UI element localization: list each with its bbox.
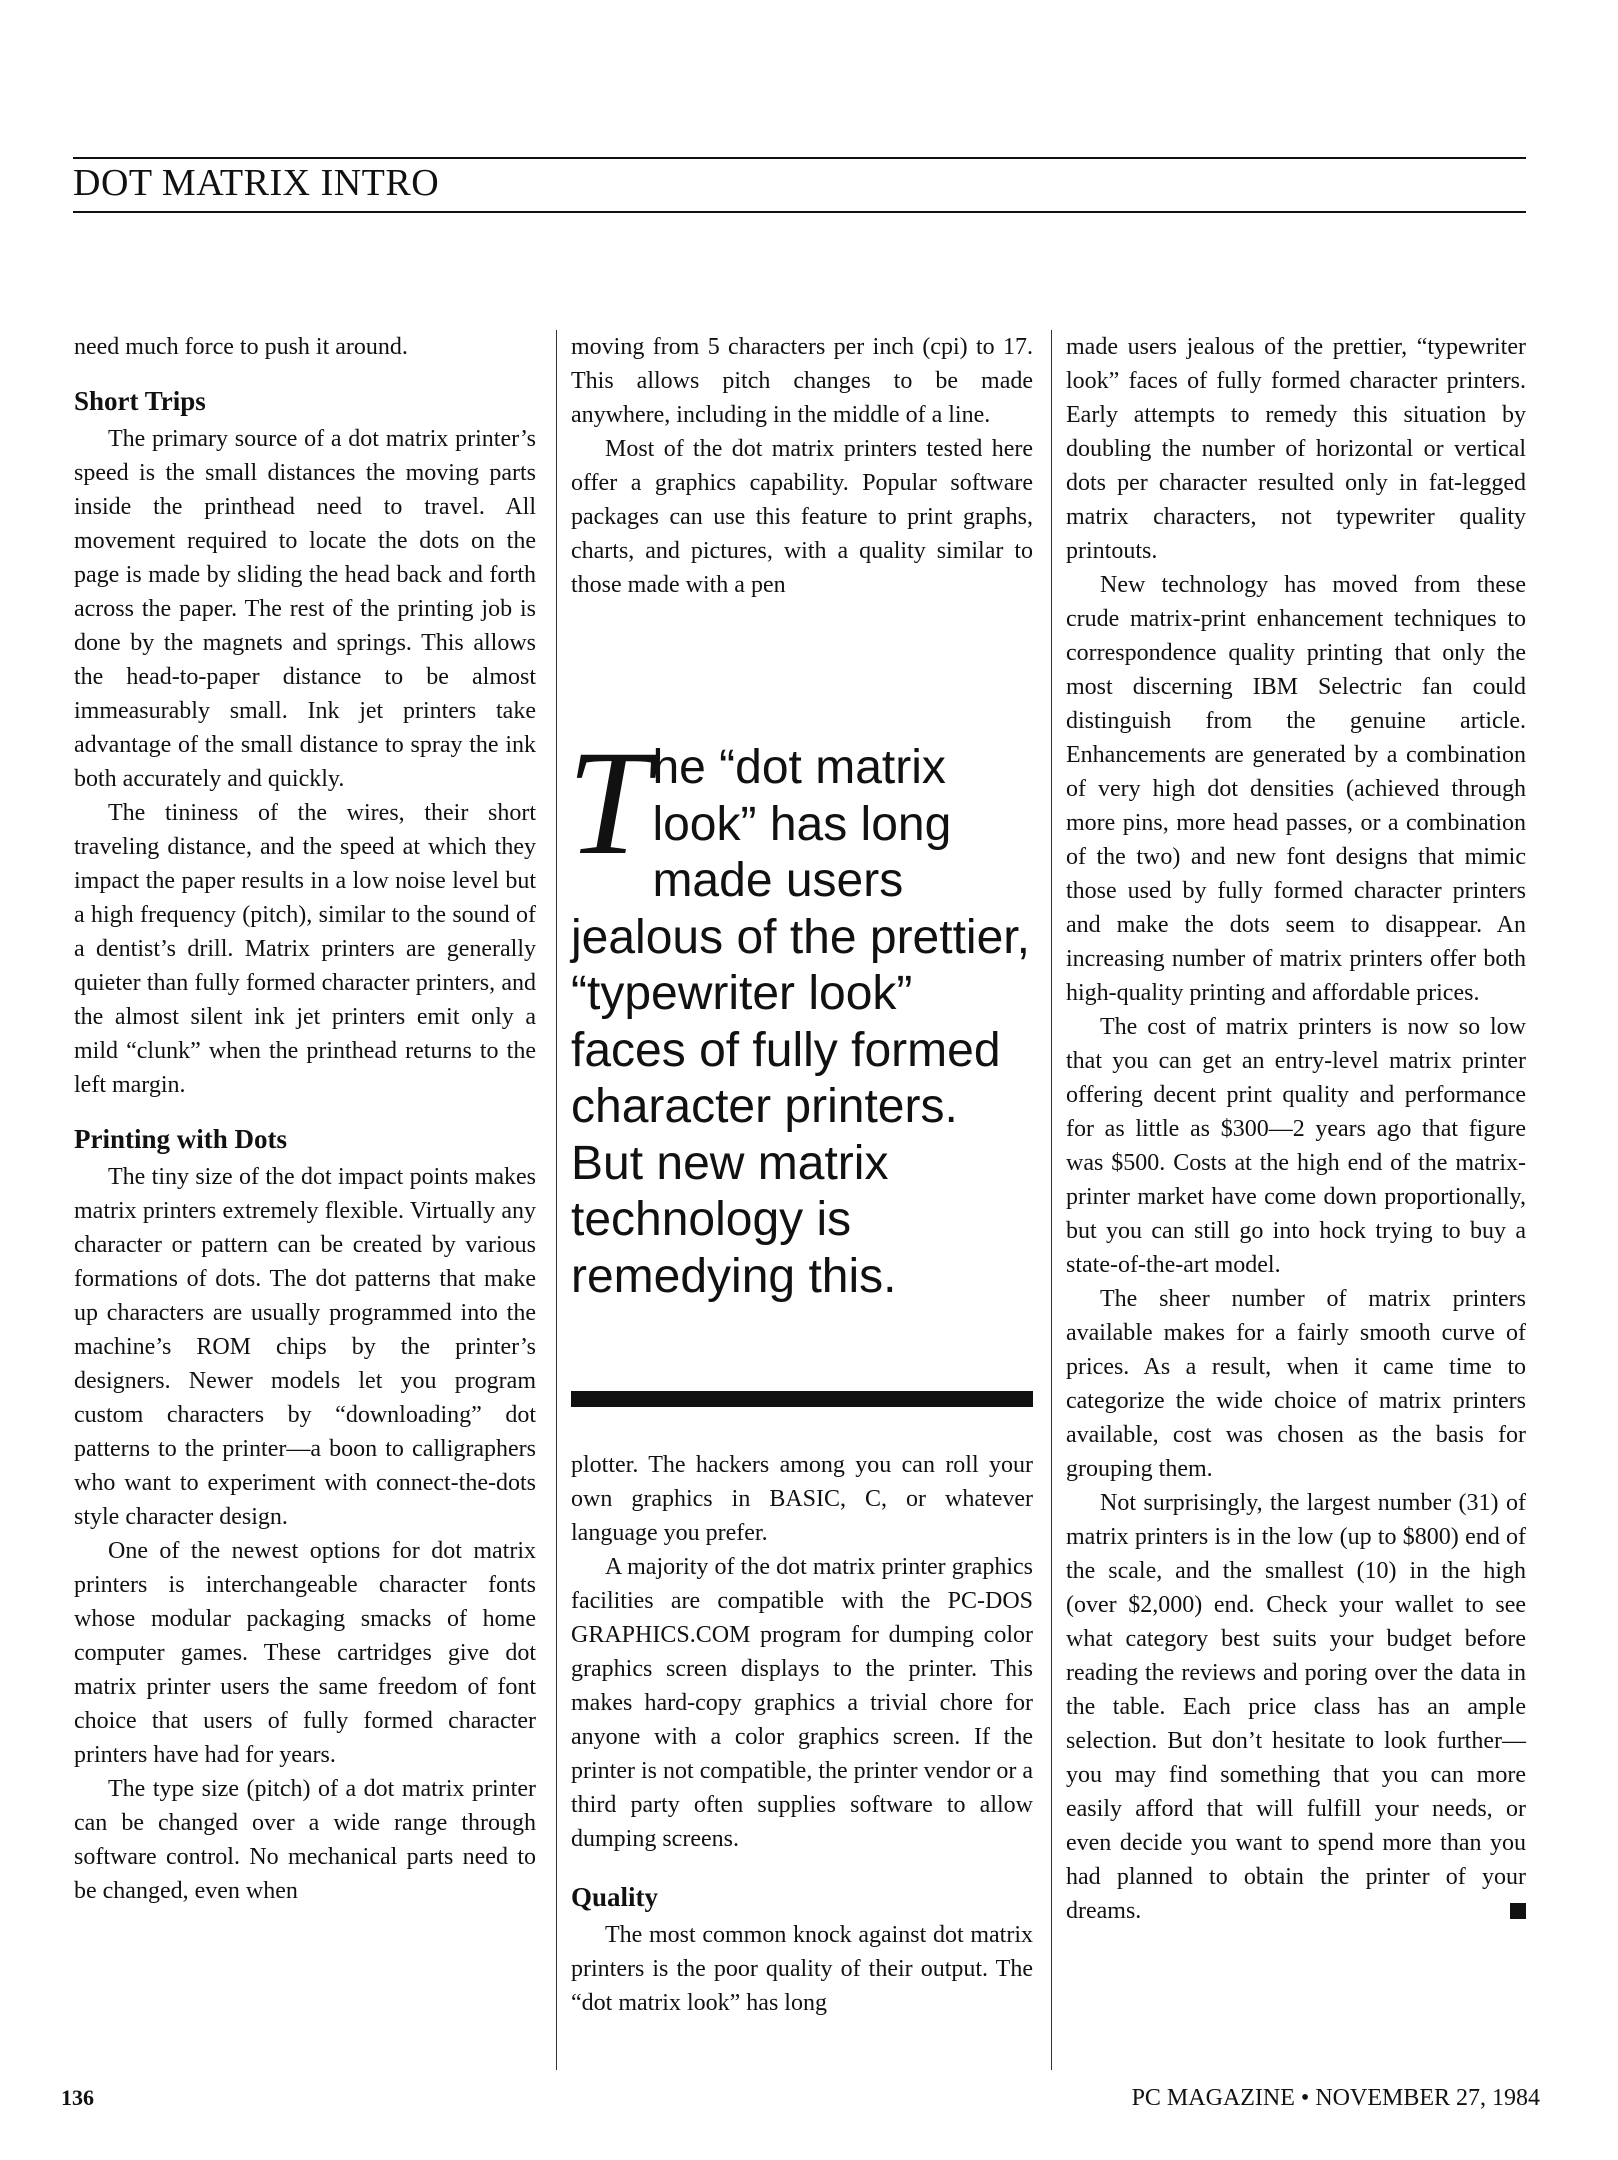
column-2-bottom (571, 1448, 1033, 2020)
subheading-printing-with-dots: Printing with Dots (74, 1124, 288, 1154)
footer-magazine-date: PC MAGAZINE • NOVEMBER 27, 1984 (1131, 2085, 1540, 2111)
paragraph: One of the newest options for dot matrix printers is interchangeable character fonts whose modular packaging smacks of home computer games. These cartridges give dot matrix printer users the same freedom of font choice that users of fully formed character printers have had for years. (74, 1538, 536, 1768)
section-header: DOT MATRIX INTRO (73, 162, 440, 204)
end-of-article-mark (1510, 1903, 1526, 1919)
paragraph: Most of the dot matrix printers tested here offer a graphics capability. Popular software packages can use this feature to print graphs, charts, and pictures, with a quality similar to those made with a pen (571, 436, 1033, 598)
paragraph: The sheer number of matrix printers available makes for a fairly smooth curve of prices. As a result, when it came time to categorize the wide choice of matrix printers available, cost was chosen as the basis for grouping them. (1066, 1286, 1526, 1482)
pull-quote (567, 720, 1039, 1305)
paragraph: The tiny size of the dot impact points makes matrix printers extremely flexible. Virtually any character or pattern can be created by various formations of dots. The dot patterns that make up characters are usually programmed into the machine’s ROM chips by the printer’s designers. Newer models let you program custom characters by “downloading” dot patterns to the printer—a boon to calligraphers who want to experiment with connect-the-dots style character design. (74, 1164, 536, 1530)
paragraph: The tininess of the wires, their short traveling distance, and the speed at which they impact the paper results in a low noise level but a high frequency (pitch), similar to the sound of a dentist’s drill. Matrix printers are generally quieter than fully formed character printers, and the almost silent ink jet printers emit only a mild “clunk” when the printhead returns to the left margin. (74, 800, 536, 1098)
subheading-short-trips: Short Trips (74, 386, 206, 416)
pull-quote-text: he “dot matrix look” has long made users jealous of the prettier, “typewriter look” faces of fully formed character printers. But new matrix technology is remedying this. (571, 741, 1030, 1303)
column-2-top (571, 330, 1033, 602)
paragraph: The cost of matrix printers is now so low that you can get an entry-level matrix printer offering decent print quality and performance for as little as $300—2 years ago that figure was $500. Costs at the high end of the matrix-printer market have come down proportionally, but you can still go into hock trying to buy a state-of-the-art model. (1066, 1014, 1526, 1278)
paragraph: moving from 5 characters per inch (cpi) to 17. This allows pitch changes to be made anywhere, including in the middle of a line. (571, 334, 1033, 428)
paragraph-text: Not surprisingly, the largest number (31) of matrix printers is in the low (up to $800) end of the scale, and the smallest (10) in the high (over $2,000) end. Check your wallet to see what category best suits your budget before reading the reviews and poring over the data in the table. Each price class has an ample selection. But don’t hesitate to look further—you may find something that you can more easily afford that will fulfill your needs, or even decide you want to spend more than you had planned to obtain the printer of your dreams. (1066, 1490, 1526, 1924)
paragraph: plotter. The hackers among you can roll your own graphics in BASIC, C, or whatever language you prefer. (571, 1452, 1033, 1546)
paragraph: The most common knock against dot matrix printers is the poor quality of their output. The “dot matrix look” has long (571, 1922, 1033, 2016)
column-3 (1066, 330, 1526, 1928)
column-divider-right (1051, 330, 1052, 2070)
paragraph (1066, 1486, 1526, 1928)
paragraph: New technology has moved from these crude matrix-print enhancement techniques to correspondence quality printing that only the most discerning IBM Selectric fan could distinguish from the genuine article. Enhancements are generated by a combination of very high dot densities (achieved through more pins, more head passes, or a combination of the two) and new font designs that mimic those used by fully formed character printers and make the dots seem to disappear. An increasing number of matrix printers offer both high-quality printing and affordable prices. (1066, 572, 1526, 1006)
column-divider-left (556, 330, 557, 2070)
paragraph: need much force to push it around. (74, 334, 408, 360)
pull-quote-dropcap: T (567, 720, 651, 886)
paragraph: made users jealous of the prettier, “typewriter look” faces of fully formed character printers. Early attempts to remedy this situation by doubling the number of horizontal or vertical dots per character resulted only in fat-legged matrix characters, not typewriter quality printouts. (1066, 334, 1526, 564)
paragraph: A majority of the dot matrix printer graphics facilities are compatible with the PC-DOS GRAPHICS.COM program for dumping color graphics screen displays to the printer. This makes hard-copy graphics a trivial chore for anyone with a color graphics screen. If the printer is not compatible, the printer vendor or a third party often supplies software to allow dumping screens. (571, 1554, 1033, 1852)
column-1 (74, 330, 536, 1908)
header-top-rule (73, 157, 1526, 159)
paragraph: The type size (pitch) of a dot matrix printer can be changed over a wide range through software control. No mechanical parts need to be changed, even when (74, 1776, 536, 1904)
paragraph: The primary source of a dot matrix printer’s speed is the small distances the moving parts inside the printhead need to travel. All movement required to locate the dots on the page is made by sliding the head back and forth across the paper. The rest of the printing job is done by the magnets and springs. This allows the head-to-paper distance to be almost immeasurably small. Ink jet printers take advantage of the small distance to spray the ink both accurately and quickly. (74, 426, 536, 792)
subheading-quality: Quality (571, 1882, 659, 1912)
page-number: 136 (61, 2085, 94, 2110)
pull-quote-bar (571, 1391, 1033, 1407)
header-bottom-rule (73, 211, 1526, 213)
